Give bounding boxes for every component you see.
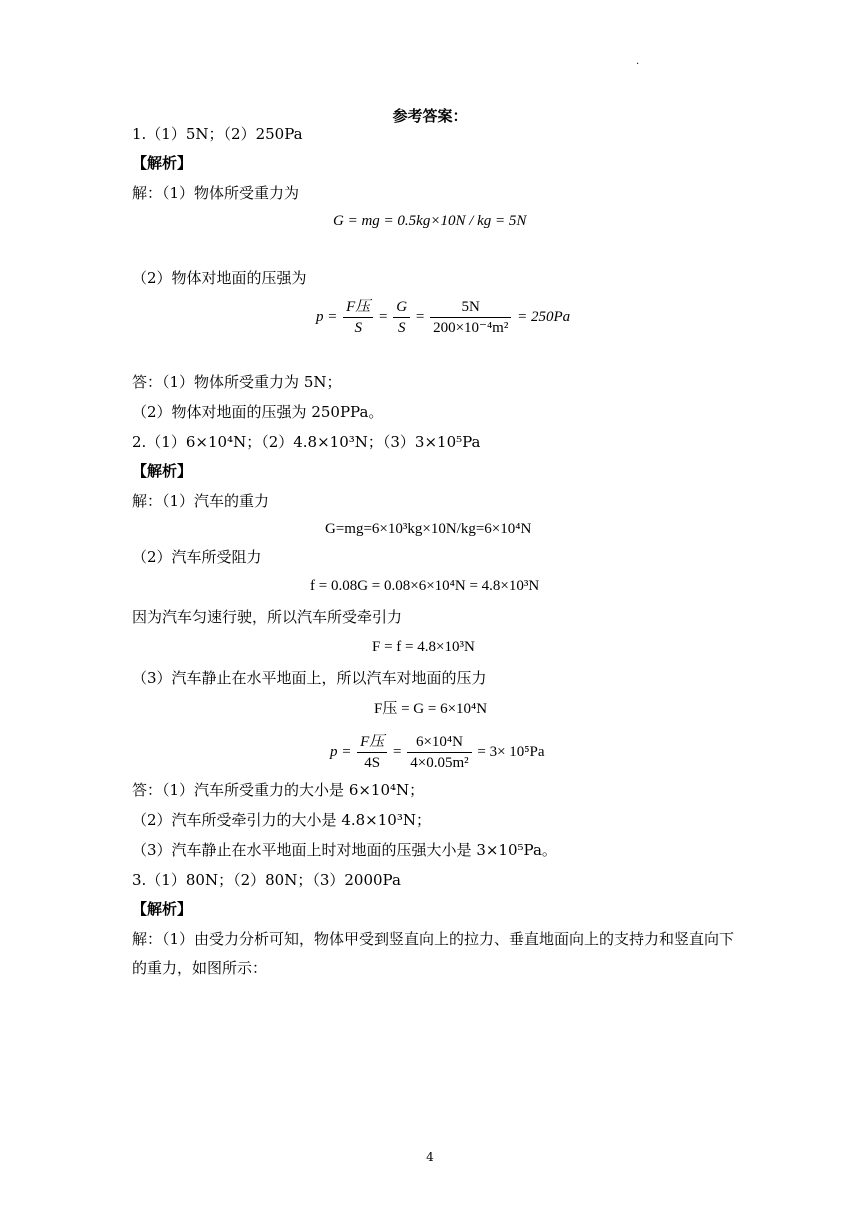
- q1-step-2: （2）物体对地面的压强为: [132, 269, 307, 287]
- header-mark: .: [636, 56, 640, 67]
- page-number: 4: [426, 1150, 434, 1164]
- q2-eq5-fraction-1: $\frac{\text{F压}}{4S}$: [357, 733, 387, 772]
- q2-equation-2: f = 0.08G = 0.08×6×10⁴N = 4.8×10³N: [310, 578, 540, 594]
- q1-eq2-fraction-2: $\frac{G}{S}$: [393, 298, 410, 337]
- q3-answer: 3.（1）80N；（2）80N；（3）2000Pa: [132, 871, 401, 889]
- q2-equation-4: F压 = G = 6×10⁴N: [374, 701, 488, 717]
- q2-analysis-heading: 【解析】: [132, 462, 193, 480]
- page-title: 参考答案：: [392, 107, 468, 125]
- q1-eq2-fraction-3: $\frac{5N}{\text{200×10⁻⁴m²}}$: [430, 298, 511, 337]
- q2-answer: 2.（1）6×10⁴N；（2）4.8×10³N；（3）3×10⁵Pa: [132, 433, 481, 451]
- q1-eq2-result: = 250Pa: [517, 308, 571, 325]
- q2-eq5-p: p =: [330, 743, 352, 760]
- q2-step-1: 解：（1）汽车的重力: [132, 492, 270, 510]
- q1-equation-1: G = mg = 0.5kg×10N / kg = 5N: [333, 213, 527, 229]
- q2-conclusion-3: （3）汽车静止在水平地面上时对地面的压强大小是 3×10⁵Pa。: [132, 841, 557, 859]
- q2-equation-5: p = $\frac{\text{F压}}{4S}$ = $\frac{\text{6×10⁴N}}{\text{4×0.05m²}}$ = 3× 10⁵Pa: [330, 734, 545, 771]
- q1-equation-2: p = $\frac{\text{F压}}{S}$ = $\frac{G}{S}$ = $\frac{5N}{\text{200×10⁻⁴m²}}$ = 250Pa: [316, 299, 571, 336]
- q2-equation-1: G=mg=6×10³kg×10N/kg=6×10⁴N: [325, 521, 532, 537]
- q1-step-1: 解：（1）物体所受重力为: [132, 184, 300, 202]
- q1-conclusion-1: 答：（1）物体所受重力为 5N；: [132, 373, 342, 391]
- q2-conclusion-2: （2）汽车所受牵引力的大小是 4.8×10³N；: [132, 811, 431, 829]
- q2-eq5-fraction-2: $\frac{\text{6×10⁴N}}{\text{4×0.05m²}}$: [407, 733, 471, 772]
- q1-answer: 1.（1）5N；（2）250Pa: [132, 125, 303, 143]
- q2-conclusion-1: 答：（1）汽车所受重力的大小是 6×10⁴N；: [132, 781, 425, 799]
- q3-step-1: 解：（1）由受力分析可知，物体甲受到竖直向上的拉力、垂直地面向上的支持力和竖直向下: [132, 930, 735, 948]
- q1-eq2-fraction-1: $\frac{\text{F压}}{S}$: [343, 298, 373, 337]
- q3-step-2: 的重力，如图所示：: [132, 959, 268, 977]
- q3-analysis-heading: 【解析】: [132, 900, 193, 918]
- q1-analysis-heading: 【解析】: [132, 154, 193, 172]
- q2-step-3: 因为汽车匀速行驶，所以汽车所受牵引力: [132, 608, 403, 626]
- q2-step-2: （2）汽车所受阻力: [132, 548, 262, 566]
- q1-conclusion-2: （2）物体对地面的压强为 250PPa。: [132, 403, 384, 421]
- q2-step-4: （3）汽车静止在水平地面上，所以汽车对地面的压力: [132, 669, 487, 687]
- q2-eq5-result: = 3× 10⁵Pa: [477, 743, 545, 760]
- q1-eq2-p: p =: [316, 308, 338, 325]
- q2-equation-3: F = f = 4.8×10³N: [372, 639, 475, 655]
